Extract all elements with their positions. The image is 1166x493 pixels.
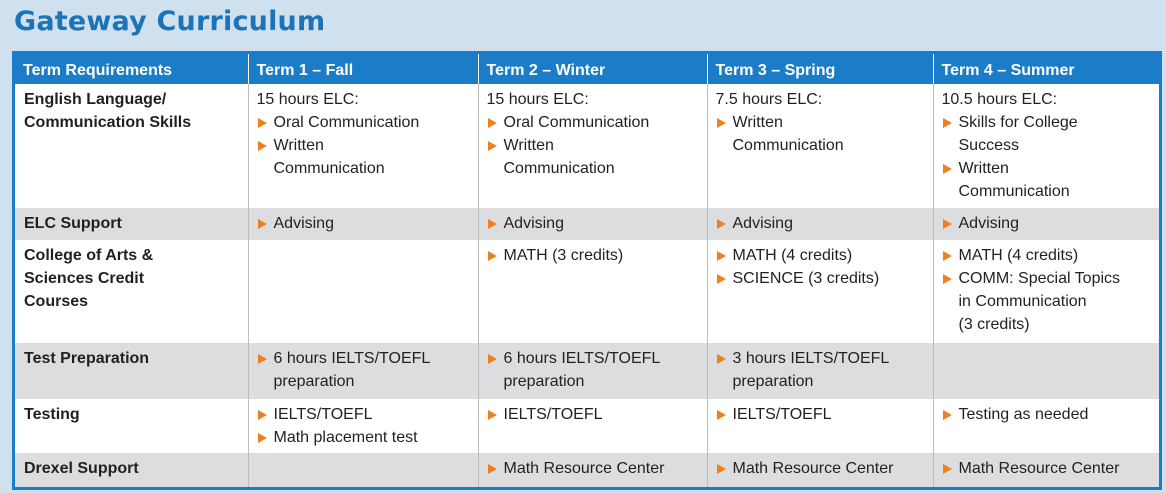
orange-arrow-icon [717, 274, 726, 284]
orange-arrow-icon [258, 219, 267, 229]
bullet-item [942, 267, 1152, 336]
orange-arrow-icon [488, 464, 497, 474]
bullet-text-line: SCIENCE (3 credits) [732, 270, 880, 288]
bullet-text [959, 157, 1152, 203]
bullet-item [487, 134, 699, 180]
table-cell [478, 84, 707, 208]
table-cell [933, 399, 1159, 453]
orange-arrow-icon [717, 464, 726, 474]
bullet-item [487, 457, 699, 480]
bullet-text [733, 244, 925, 267]
bullet-item [487, 111, 699, 134]
bullet-text [504, 244, 699, 267]
bullet-text [504, 457, 699, 480]
bullet-text-line: Advising [273, 215, 334, 233]
orange-arrow-icon [488, 219, 497, 229]
orange-arrow-icon [943, 164, 952, 174]
bullet-text-line: MATH (4 credits) [732, 247, 853, 265]
table-cell [248, 240, 478, 342]
header-term-2: Term 2 – Winter [478, 54, 707, 84]
bullet-text-line: preparation [273, 372, 355, 390]
bullet-text-line: Written [273, 137, 324, 154]
table-cell [478, 453, 707, 487]
table-row [15, 84, 1159, 208]
table-cell [248, 84, 478, 208]
table-cell [707, 208, 933, 240]
table-cell [248, 343, 478, 399]
bullet-text-line: Communication [273, 160, 385, 177]
row-label-line: ELC Support [24, 215, 122, 233]
bullet-text-line: Math Resource Center [732, 459, 894, 477]
orange-arrow-icon [943, 251, 952, 261]
table-row [15, 399, 1159, 453]
bullet-text-line: Advising [958, 215, 1019, 233]
orange-arrow-icon [488, 251, 497, 261]
bullet-text [274, 426, 470, 449]
header-term-1: Term 1 – Fall [248, 54, 478, 84]
bullet-item [257, 212, 470, 235]
table-cell [478, 399, 707, 453]
bullet-text [733, 212, 925, 235]
table-row [15, 240, 1159, 342]
row-label [15, 208, 248, 240]
bullet-item [487, 244, 699, 267]
bullet-item [716, 457, 925, 480]
bullet-text-line: Written [958, 160, 1009, 177]
bullet-text-line: Math Resource Center [503, 459, 665, 477]
bullet-text-line: Oral Communication [503, 114, 650, 131]
row-label [15, 343, 248, 399]
table-cell [933, 240, 1159, 342]
bullet-item [942, 157, 1152, 203]
table-cell [248, 399, 478, 453]
bullet-text-line: IELTS/TOEFL [273, 405, 373, 423]
bullet-text-line: Math placement test [273, 428, 418, 446]
header-term-3: Term 3 – Spring [707, 54, 933, 84]
bullet-item [487, 212, 699, 235]
bullet-text [274, 134, 470, 180]
bullet-text-line: Success [958, 137, 1019, 154]
cell-heading: 15 hours ELC: [256, 91, 359, 108]
orange-arrow-icon [488, 354, 497, 364]
table-cell [478, 240, 707, 342]
bullet-item [487, 403, 699, 426]
table-row [15, 208, 1159, 240]
table-body [15, 84, 1159, 487]
row-label [15, 84, 248, 208]
orange-arrow-icon [943, 118, 952, 128]
row-label-line: Communication Skills [24, 114, 192, 131]
bullet-item [942, 212, 1152, 235]
header-row [15, 54, 1159, 84]
bullet-text [959, 457, 1152, 480]
bullet-text [959, 212, 1152, 235]
orange-arrow-icon [943, 464, 952, 474]
bullet-text-line: Communication [503, 160, 615, 177]
row-label-line: Testing [24, 405, 80, 423]
orange-arrow-icon [488, 118, 497, 128]
row-label-line: Sciences Credit [24, 270, 145, 288]
orange-arrow-icon [717, 219, 726, 229]
bullet-text [504, 212, 699, 235]
bullet-item [716, 244, 925, 267]
row-label [15, 453, 248, 487]
bullet-text [504, 347, 699, 393]
cell-heading: 7.5 hours ELC: [715, 91, 823, 108]
bullet-text-line: MATH (4 credits) [958, 247, 1079, 265]
table-row [15, 453, 1159, 487]
bullet-text-line: Advising [732, 215, 793, 233]
bullet-text-line: Skills for College [958, 114, 1078, 131]
bullet-text-line: 3 hours IELTS/TOEFL [732, 349, 890, 367]
row-label-line: Courses [24, 293, 89, 311]
row-label-line: Drexel Support [24, 459, 139, 477]
bullet-item [257, 111, 470, 134]
table-cell [933, 208, 1159, 240]
bullet-item [942, 457, 1152, 480]
orange-arrow-icon [717, 354, 726, 364]
table-cell [933, 453, 1159, 487]
bullet-text [274, 111, 470, 134]
bullet-item [716, 267, 925, 290]
curriculum-table [15, 54, 1159, 487]
table-cell [248, 453, 478, 487]
bullet-text-line: Communication [958, 183, 1070, 200]
table-row [15, 343, 1159, 399]
bullet-item [257, 347, 470, 393]
orange-arrow-icon [943, 219, 952, 229]
bullet-item [716, 347, 925, 393]
bullet-text-line: preparation [732, 372, 814, 390]
orange-arrow-icon [488, 141, 497, 151]
bullet-text [959, 244, 1152, 267]
page-title: Gateway Curriculum [14, 6, 326, 37]
bullet-text [504, 134, 699, 180]
header-term-requirements: Term Requirements [15, 54, 248, 84]
orange-arrow-icon [258, 118, 267, 128]
curriculum-table-frame [12, 51, 1162, 490]
bullet-text-line: Advising [503, 215, 564, 233]
table-cell [478, 343, 707, 399]
bullet-text-line: COMM: Special Topics [958, 270, 1121, 288]
bullet-text-line: MATH (3 credits) [503, 247, 624, 265]
row-label [15, 399, 248, 453]
table-cell [933, 343, 1159, 399]
cell-heading: 15 hours ELC: [486, 91, 589, 108]
table-cell [707, 399, 933, 453]
orange-arrow-icon [943, 410, 952, 420]
orange-arrow-icon [717, 118, 726, 128]
bullet-text-line: Testing as needed [958, 405, 1089, 423]
orange-arrow-icon [258, 410, 267, 420]
bullet-item [942, 403, 1152, 426]
row-label [15, 240, 248, 342]
bullet-item [257, 403, 470, 426]
bullet-text [959, 403, 1152, 426]
header-term-4: Term 4 – Summer [933, 54, 1159, 84]
orange-arrow-icon [258, 433, 267, 443]
orange-arrow-icon [258, 141, 267, 151]
row-label-line: English Language/ [24, 91, 167, 108]
orange-arrow-icon [717, 410, 726, 420]
bullet-text [733, 267, 925, 290]
table-cell [707, 240, 933, 342]
table-cell [248, 208, 478, 240]
bullet-text [274, 212, 470, 235]
bullet-text-line: IELTS/TOEFL [503, 405, 603, 423]
bullet-text-line: Written [503, 137, 554, 154]
bullet-text [274, 347, 470, 393]
bullet-text [274, 403, 470, 426]
bullet-text-line: preparation [503, 372, 585, 390]
bullet-text-line: Written [732, 114, 783, 131]
bullet-text-line: IELTS/TOEFL [732, 405, 832, 423]
orange-arrow-icon [258, 354, 267, 364]
bullet-text-line: 6 hours IELTS/TOEFL [503, 349, 661, 367]
row-label-line: Test Preparation [24, 349, 150, 367]
bullet-text [733, 457, 925, 480]
bullet-item [257, 134, 470, 180]
bullet-text [504, 403, 699, 426]
bullet-text-line: in Communication [958, 293, 1087, 311]
row-label-line: College of Arts & [24, 247, 154, 265]
bullet-text-line: 6 hours IELTS/TOEFL [273, 349, 431, 367]
bullet-item [257, 426, 470, 449]
table-cell [707, 453, 933, 487]
bullet-text [959, 111, 1152, 157]
table-cell [707, 343, 933, 399]
bullet-item [942, 244, 1152, 267]
cell-heading: 10.5 hours ELC: [941, 91, 1058, 108]
bullet-item [716, 403, 925, 426]
bullet-item [716, 111, 925, 157]
bullet-text-line: Oral Communication [273, 114, 420, 131]
bullet-text-line: Math Resource Center [958, 459, 1120, 477]
bullet-item [942, 111, 1152, 157]
bullet-text [733, 403, 925, 426]
bullet-item [487, 347, 699, 393]
bullet-text [959, 267, 1152, 336]
bullet-text-line: (3 credits) [958, 316, 1030, 334]
orange-arrow-icon [943, 274, 952, 284]
table-cell [478, 208, 707, 240]
orange-arrow-icon [488, 410, 497, 420]
table-cell [933, 84, 1159, 208]
bullet-text [733, 111, 925, 157]
bullet-text-line: Communication [732, 137, 844, 154]
bullet-item [716, 212, 925, 235]
bullet-text [504, 111, 699, 134]
bullet-text [733, 347, 925, 393]
orange-arrow-icon [717, 251, 726, 261]
table-cell [707, 84, 933, 208]
